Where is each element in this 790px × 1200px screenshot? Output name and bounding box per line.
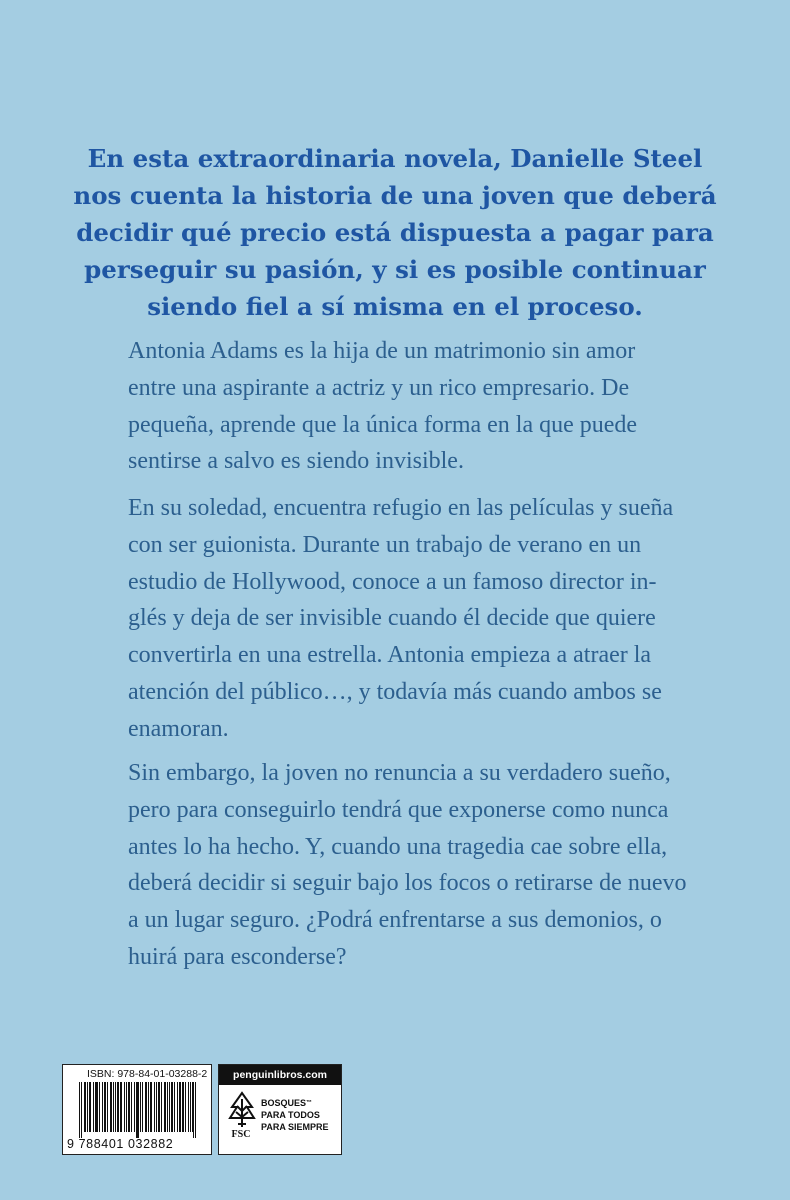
- barcode-bar: [177, 1082, 178, 1132]
- barcode-bar: [195, 1082, 196, 1138]
- text-line: deberá decidir si seguir bajo los focos o retirarse de nuevo: [128, 870, 687, 897]
- barcode-bar: [79, 1082, 80, 1138]
- barcode-bar: [87, 1082, 88, 1132]
- barcode-bar: [90, 1082, 91, 1132]
- barcode-bar: [102, 1082, 103, 1132]
- text-line: atención del público…, y todavía más cuando ambos se: [128, 678, 662, 705]
- barcode-bar: [93, 1082, 94, 1132]
- barcode-bar: [151, 1082, 152, 1132]
- synopsis-paragraph-2: [128, 490, 728, 748]
- lead-line: nos cuenta la historia de una joven que deberá: [73, 181, 717, 210]
- barcode-bar: [85, 1082, 86, 1132]
- barcode-bar: [185, 1082, 186, 1132]
- barcode-bar: [81, 1082, 82, 1138]
- text-line: En su soledad, encuentra refugio en las películas y sueña: [128, 495, 674, 521]
- barcode-bar: [192, 1082, 193, 1132]
- lead-line: siendo fiel a sí misma en el proceso.: [147, 292, 643, 321]
- barcode-bar: [104, 1082, 105, 1132]
- fsc-tree-icon: [227, 1091, 257, 1129]
- barcode-bar: [156, 1082, 157, 1132]
- text-line: huirá para esconderse?: [128, 943, 347, 970]
- barcode-bar: [95, 1082, 96, 1132]
- publisher-website: penguinlibros.com: [219, 1065, 341, 1085]
- text-line: antes lo ha hecho. Y, cuando una tragedia cae sobre ella,: [128, 833, 668, 860]
- barcode-bar: [183, 1082, 184, 1132]
- barcode-bar: [89, 1082, 90, 1132]
- text-line: Sin embargo, la joven no renuncia a su verdadero sueño,: [128, 760, 671, 786]
- barcode-bar: [167, 1082, 168, 1132]
- isbn-label: ISBN: 978-84-01-03288-2: [87, 1068, 208, 1080]
- lead-paragraph: [50, 140, 740, 325]
- barcode-bar: [107, 1082, 108, 1132]
- text-line: pero para conseguirlo tendrá que exponerse como nunca: [128, 796, 669, 823]
- lead-line: perseguir su pasión, y si es posible continuar: [84, 255, 706, 284]
- barcode-bar: [138, 1082, 139, 1138]
- barcode-bar: [111, 1082, 112, 1132]
- text-line: a un lugar seguro. ¿Podrá enfrentarse a sus demonios, o: [128, 907, 662, 934]
- lead-line: decidir qué precio está dispuesta a pagar para: [76, 218, 714, 247]
- text-line: con ser guionista. Durante un trabajo de verano en un: [128, 531, 642, 558]
- barcode-bar: [182, 1082, 183, 1132]
- barcode-bar: [159, 1082, 160, 1132]
- barcode-bar: [146, 1082, 147, 1132]
- barcode-bar: [171, 1082, 172, 1132]
- barcode-icon: [79, 1082, 197, 1138]
- barcode-bar: [124, 1082, 125, 1132]
- barcode-bar: [179, 1082, 180, 1132]
- barcode-bar: [158, 1082, 159, 1132]
- barcode-digits: 9 788401 032882: [67, 1137, 174, 1151]
- barcode-bar: [150, 1082, 151, 1132]
- isbn-barcode-box: [62, 1064, 212, 1155]
- fsc-tagline-line: PARA TODOS: [261, 1110, 320, 1120]
- fsc-tagline-line: BOSQUES: [261, 1098, 307, 1108]
- barcode-bar: [96, 1082, 97, 1132]
- barcode-bar: [174, 1082, 175, 1132]
- barcode-bar: [131, 1082, 132, 1132]
- barcode-bar: [120, 1082, 121, 1132]
- barcode-bar: [118, 1082, 119, 1132]
- synopsis-paragraph-3: [128, 755, 728, 976]
- barcode-bar: [84, 1082, 85, 1132]
- text-line: estudio de Hollywood, conoce a un famoso director in-: [128, 568, 657, 595]
- barcode-bar: [164, 1082, 165, 1132]
- barcode-bar: [117, 1082, 118, 1132]
- text-line: enamoran.: [128, 715, 229, 742]
- barcode-bar: [190, 1082, 191, 1132]
- publisher-box: [218, 1064, 342, 1155]
- barcode-bar: [137, 1082, 138, 1138]
- barcode-bar: [193, 1082, 194, 1138]
- text-line: glés y deja de ser invisible cuando él decide que quiere: [128, 605, 656, 632]
- barcode-bar: [142, 1082, 143, 1132]
- barcode-bar: [99, 1082, 100, 1132]
- barcode-bar: [128, 1082, 129, 1132]
- text-line: sentirse a salvo es siendo invisible.: [128, 448, 464, 475]
- text-line: convertirla en una estrella. Antonia empieza a atraer la: [128, 642, 652, 669]
- barcode-bar: [110, 1082, 111, 1132]
- barcode-bar: [148, 1082, 149, 1132]
- barcode-bar: [115, 1082, 116, 1132]
- barcode-bar: [180, 1082, 181, 1132]
- barcode-bar: [161, 1082, 162, 1132]
- barcode-bar: [97, 1082, 98, 1132]
- text-line: pequeña, aprende que la única forma en la que puede: [128, 411, 638, 438]
- barcode-bar: [165, 1082, 166, 1132]
- barcode-bar: [172, 1082, 173, 1132]
- barcode-bar: [169, 1082, 170, 1132]
- text-line: entre una aspirante a actriz y un rico empresario. De: [128, 374, 630, 401]
- barcode-bar: [134, 1082, 135, 1132]
- fsc-tagline: [261, 1097, 329, 1133]
- barcode-bar: [105, 1082, 106, 1132]
- synopsis-paragraph-1: [128, 333, 728, 480]
- barcode-bar: [121, 1082, 122, 1132]
- barcode-bar: [188, 1082, 189, 1132]
- barcode-bar: [136, 1082, 137, 1138]
- lead-line: En esta extraordinaria novela, Danielle Steel: [87, 144, 703, 173]
- text-line: Antonia Adams es la hija de un matrimonio sin amor: [128, 338, 636, 364]
- barcode-bar: [126, 1082, 127, 1132]
- fsc-tagline-line: PARA SIEMPRE: [261, 1122, 329, 1132]
- barcode-bar: [145, 1082, 146, 1132]
- barcode-bar: [140, 1082, 141, 1132]
- barcode-bar: [129, 1082, 130, 1132]
- barcode-bar: [154, 1082, 155, 1132]
- barcode-bar: [113, 1082, 114, 1132]
- fsc-label: FSC: [231, 1129, 251, 1140]
- trademark-mark: ™: [306, 1100, 313, 1106]
